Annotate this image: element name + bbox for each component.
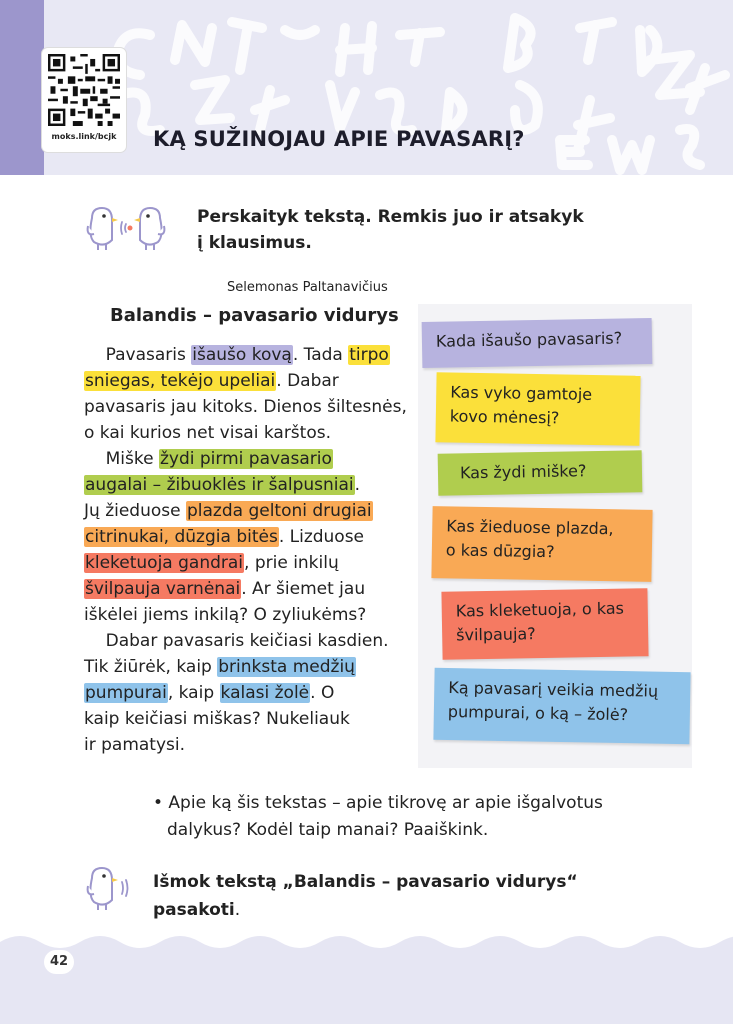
highlight-orange: citrinukai, dūzgia bitės [85, 527, 278, 547]
question-card-purple: Kada išaušo pavasaris? [422, 318, 653, 368]
main-paragraph [84, 342, 424, 758]
highlight-red: kleketuoja gandrai [85, 553, 244, 573]
question-card-red: Kas kleketuoja, o kas švilpauja? [441, 588, 648, 660]
highlight-blue: kalasi žolė [220, 683, 310, 703]
question-card-green: Kas žydi miške? [438, 450, 643, 496]
instruction-line-2: į klausimus. [197, 233, 312, 253]
highlight-yellow: sniegas, tekėjo upeliai [85, 371, 276, 391]
footer-wave [0, 920, 733, 1024]
instruction [197, 204, 617, 256]
paragraph-line: Miške žydi pirmi pavasario [105, 449, 332, 469]
paragraph-line: pavasaris jau kitoks. Dienos šiltesnės, [84, 397, 407, 417]
highlight-red: švilpauja varnėnai [85, 579, 241, 599]
bullet-question: • Apie ką šis tekstas – apie tikrovę ar apie išgalvotus dalykus? Kodėl taip manai? Paaiškink. [153, 793, 603, 840]
qr-card[interactable] [42, 48, 126, 152]
highlight-orange: plazda geltoni drugiai [186, 501, 372, 521]
instruction-line-1: Perskaityk tekstą. Remkis juo ir atsakyk [197, 207, 584, 227]
paragraph-line: švilpauja varnėnai. Ar šiemet jau [85, 579, 366, 599]
paragraph-line: citrinukai, dūzgia bitės. Lizduose [85, 527, 365, 547]
paragraph-line: o kai kurios net visai karštos. [84, 423, 331, 443]
bird-speaking-icon [84, 866, 136, 912]
page-title: KĄ SUŽINOJAU APIE PAVASARĮ? [153, 127, 525, 151]
paragraph-line: sniegas, tekėjo upeliai. Dabar [85, 371, 339, 391]
task-retell: Išmok tekstą „Balandis – pavasario vidurys“ pasakoti. [153, 872, 578, 920]
paragraph-line: kleketuoja gandrai, prie inkilų [85, 553, 339, 573]
paragraph-line: kaip keičiasi miškas? Nukeliauk [84, 709, 350, 729]
question-card-blue: Ką pavasarį veikia medžių pumpurai, o ką – žolė? [433, 668, 690, 744]
paragraph-line: augalai – žibuoklės ir šalpusniai. [85, 475, 361, 495]
page-number: 42 [44, 950, 74, 974]
text-title: Balandis – pavasario vidurys [110, 305, 399, 326]
paragraph-line: iškėlei jiems inkilą? O zyliukėms? [84, 605, 367, 625]
highlight-blue: brinksta medžių [218, 657, 355, 677]
highlight-blue: pumpurai [85, 683, 167, 703]
paragraph-line: Tik žiūrėk, kaip brinksta medžių [84, 657, 355, 677]
paragraph-line: Dabar pavasaris keičiasi kasdien. [105, 631, 389, 651]
paragraph-line: Pavasaris išaušo kovą. Tada tirpo [105, 345, 389, 365]
highlight-yellow: tirpo [349, 345, 389, 365]
question-card-orange: Kas žieduose plazda, o kas dūzgia? [431, 506, 652, 582]
paragraph-line: Jų žieduose plazda geltoni drugiai [84, 501, 372, 521]
question-card-yellow: Kas vyko gamtoje kovo mėnesį? [435, 372, 640, 446]
page-header [0, 0, 733, 175]
paragraph-line: pumpurai, kaip kalasi žolė. O [85, 683, 335, 703]
highlight-green: augalai – žibuoklės ir šalpusniai [85, 475, 354, 495]
qr-code-icon [48, 54, 120, 126]
two-birds-talking-icon [84, 206, 168, 252]
qr-link-text[interactable]: moks.link/bcjk [51, 132, 117, 141]
author-name: Selemonas Paltanavičius [227, 280, 388, 295]
highlight-purple: išaušo kovą [192, 345, 292, 365]
paragraph-line: ir pamatysi. [84, 735, 186, 755]
highlight-green: žydi pirmi pavasario [159, 449, 332, 469]
